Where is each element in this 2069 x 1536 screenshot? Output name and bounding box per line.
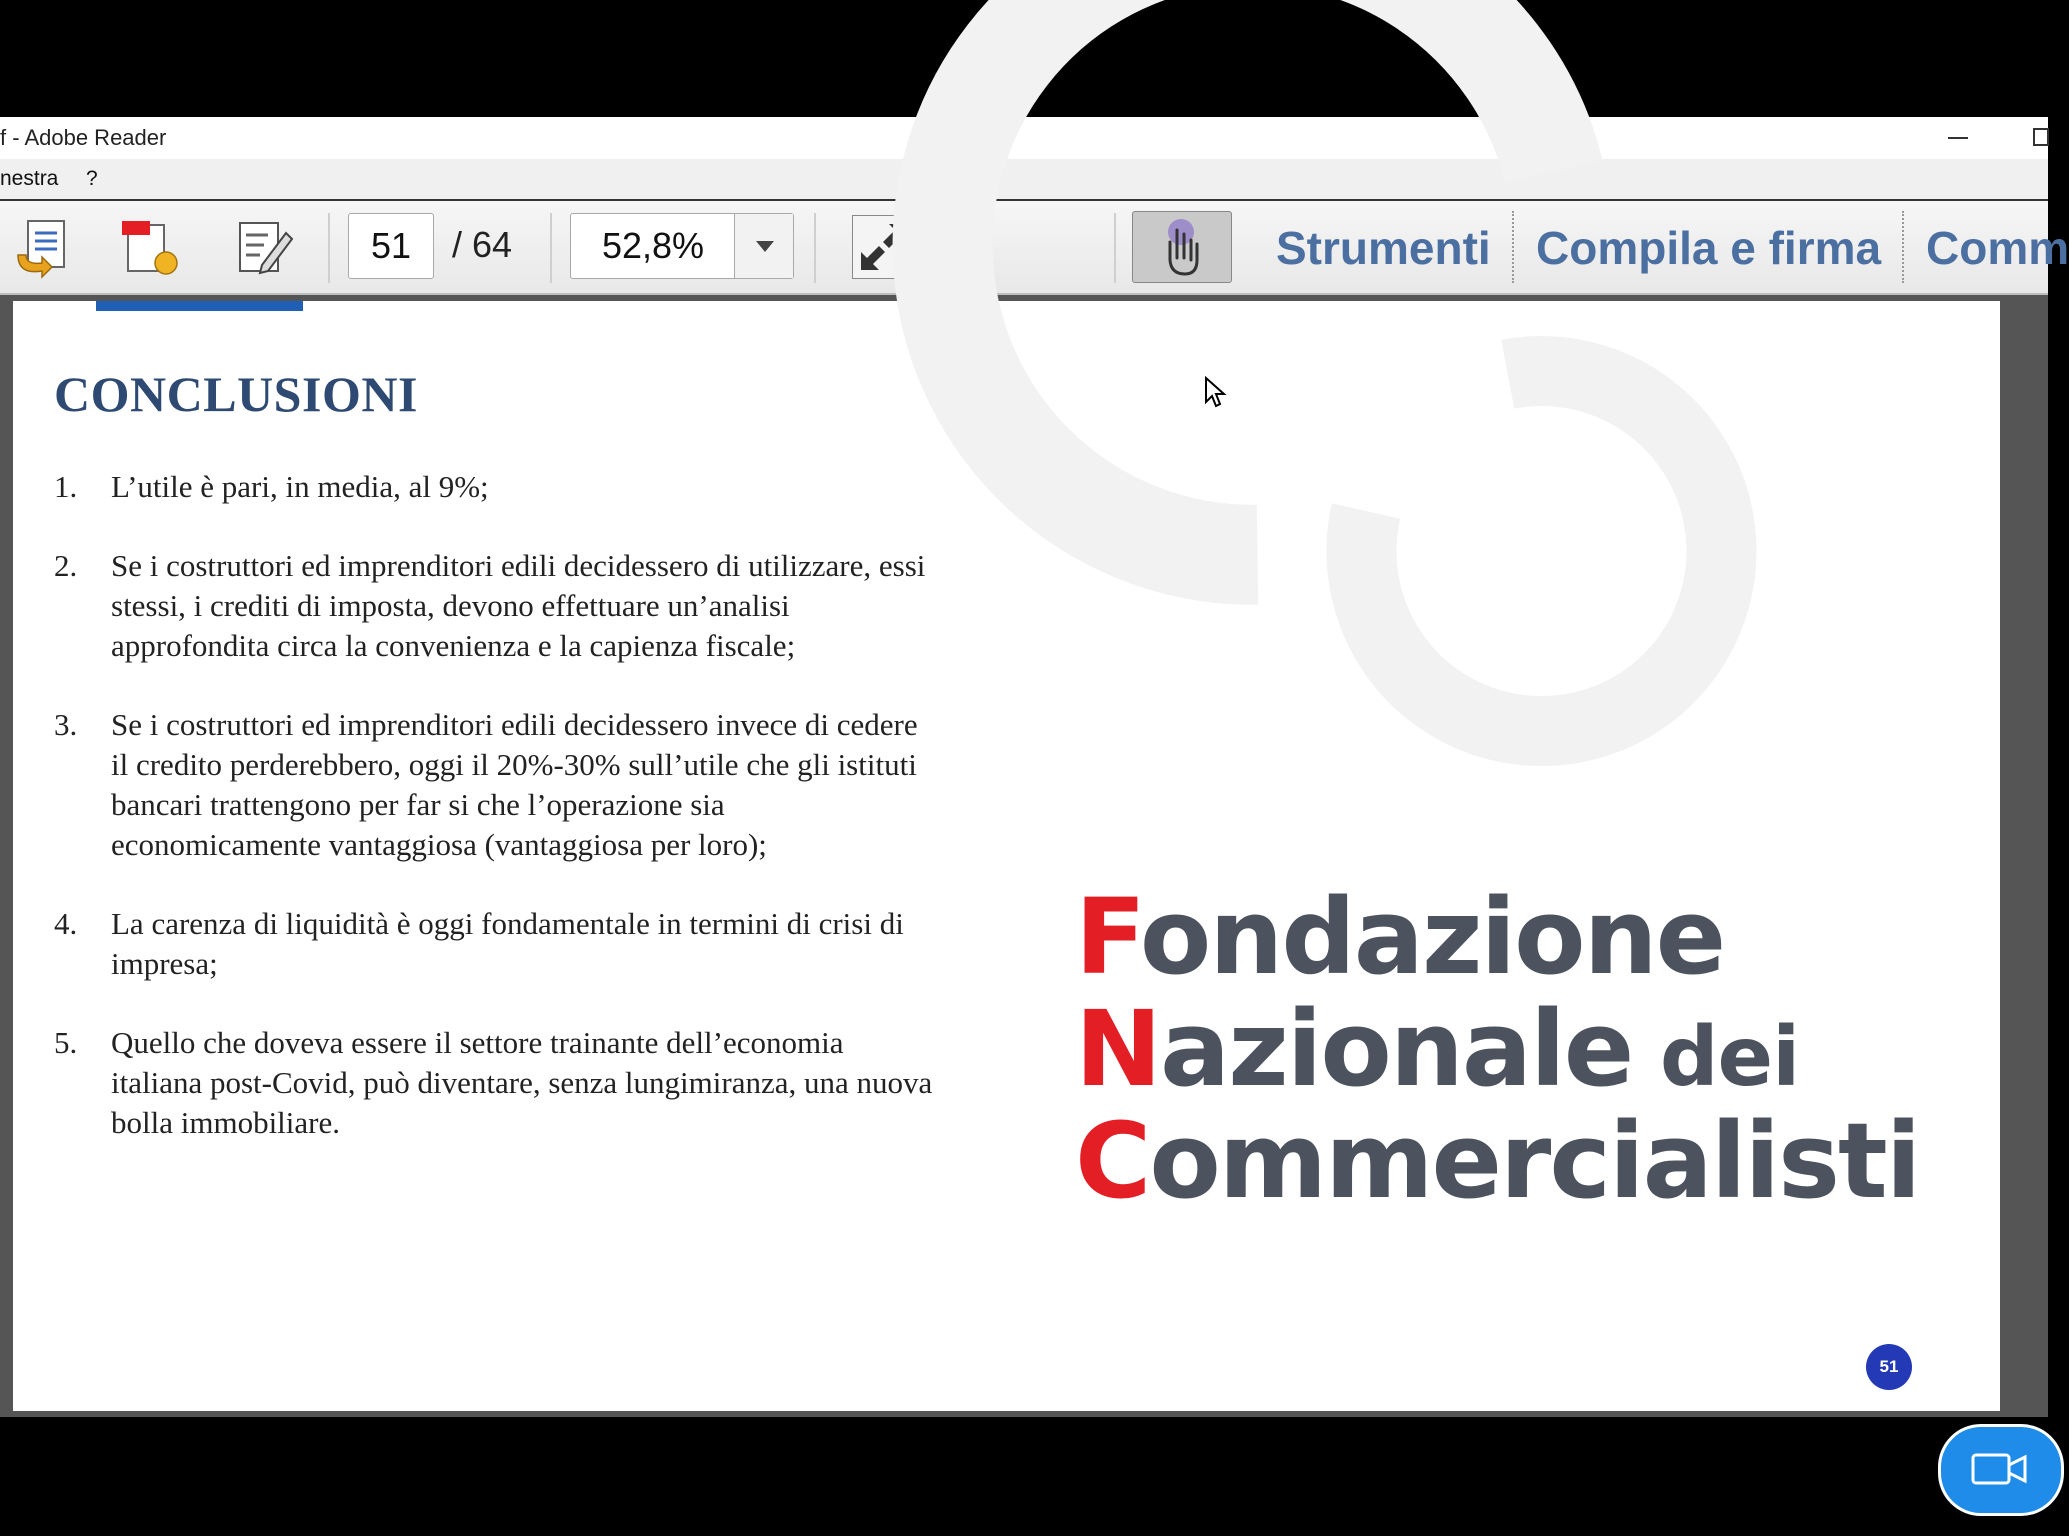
list-item: [54, 904, 934, 984]
toolbar-separator: [328, 213, 330, 283]
logo-line-1: Fondazione: [1075, 876, 1725, 998]
list-item-text: Se i costruttori ed imprenditori edili decidessero di utilizzare, essi stessi, i crediti di imposta, devono effettuare un’analisi approfondita circa la convenienza e la capienza fiscale;: [111, 548, 926, 663]
list-item-number: 1.: [54, 469, 78, 504]
list-item-text: Quello che doveva essere il settore trainante dell’economia italiana post-Covid, può diventare, senza lungimiranza, una nuova bolla immobiliare.: [111, 1025, 933, 1140]
open-file-icon[interactable]: [12, 217, 74, 279]
document-area[interactable]: [0, 295, 2048, 1417]
menu-item-finestra[interactable]: nestra: [0, 167, 59, 190]
window-title: f - Adobe Reader: [0, 125, 167, 150]
page-number-badge: 51: [1866, 1344, 1912, 1390]
list-item-number: 5.: [54, 1025, 78, 1060]
toolbar-separator: [814, 213, 816, 283]
menu-item-help[interactable]: ?: [86, 167, 98, 190]
video-camera-icon[interactable]: [1938, 1424, 2064, 1516]
page-heading: CONCLUSIONI: [54, 366, 418, 422]
logo-line-2: Nazionale dei: [1075, 988, 1800, 1110]
pane-strumenti[interactable]: Strumenti: [1276, 222, 1491, 274]
pdf-page[interactable]: [13, 301, 2000, 1411]
pane-commento[interactable]: Comm: [1926, 222, 2069, 274]
list-item: [54, 705, 934, 865]
menu-bar: [0, 159, 2048, 201]
pane-separator: [1902, 211, 1904, 283]
toolbar-separator: [1114, 213, 1116, 283]
zoom-dropdown-icon[interactable]: [734, 214, 793, 278]
list-item-text: L’utile è pari, in media, al 9%;: [111, 469, 489, 504]
page-number-input[interactable]: 51: [348, 213, 434, 279]
minimize-icon[interactable]: [1945, 117, 1971, 159]
create-pdf-icon[interactable]: [118, 217, 180, 279]
title-bar: [0, 117, 2048, 159]
pane-separator: [1512, 211, 1514, 283]
list-item: [54, 467, 934, 507]
zoom-value[interactable]: 52,8%: [601, 225, 705, 266]
fondazione-logo: [1075, 876, 1920, 1222]
slide-accent-bar: [96, 301, 303, 311]
conclusions-list: [54, 467, 934, 1182]
pane-compila-e-firma[interactable]: Compila e firma: [1536, 222, 1882, 274]
maximize-icon[interactable]: [2030, 117, 2048, 159]
list-item-text: Se i costruttori ed imprenditori edili decidessero invece di cedere il credito perderebbero, oggi il 20%-30% sull’utile che gli istituti bancari trattengono per far si che l’operazione sia economicamente vantaggiosa (vantaggiosa per loro);: [111, 707, 918, 862]
page-total: / 64: [452, 224, 513, 265]
logo-line-3: Commercialisti: [1075, 1100, 1920, 1222]
toolbar-separator: [550, 213, 552, 283]
list-item-text: La carenza di liquidità è oggi fondamentale in termini di crisi di impresa;: [111, 906, 904, 981]
list-item-number: 4.: [54, 906, 78, 941]
list-item: [54, 1023, 934, 1143]
edit-sign-icon[interactable]: [232, 217, 294, 279]
list-item-number: 2.: [54, 548, 78, 583]
mouse-cursor-icon: [1204, 376, 1226, 408]
list-item: [54, 546, 934, 666]
list-item-number: 3.: [54, 707, 78, 742]
hand-pan-icon[interactable]: [1132, 211, 1232, 283]
zoom-select[interactable]: [570, 213, 794, 279]
